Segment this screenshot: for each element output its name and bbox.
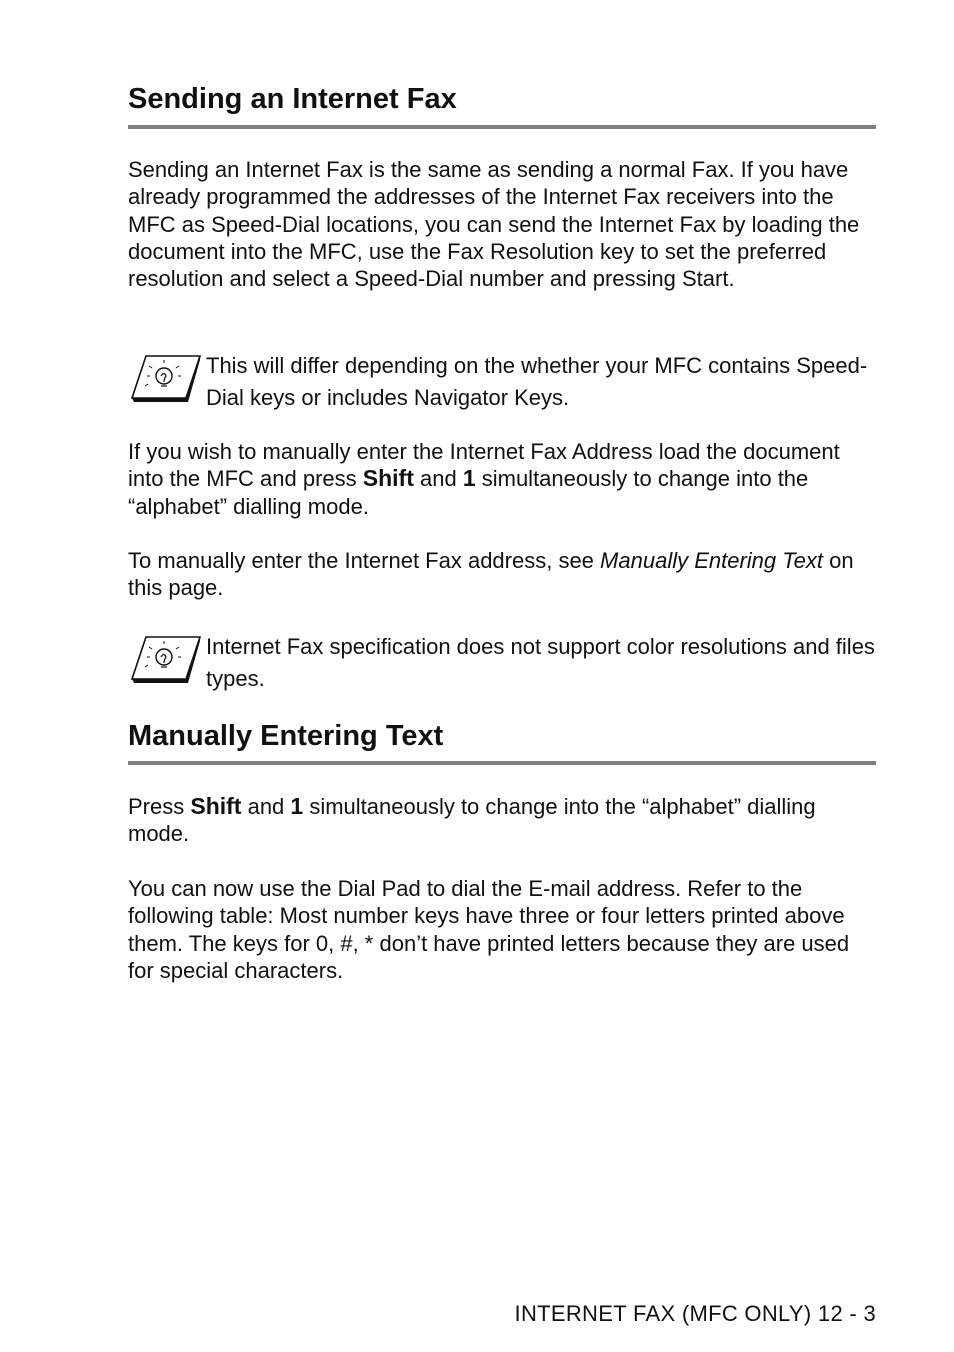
key-1: 1 xyxy=(462,465,476,492)
key-shift: Shift xyxy=(190,793,242,819)
key-shift: Shift xyxy=(362,465,414,492)
paragraph-dial-pad: You can now use the Dial Pad to dial the E-mail address. Refer to the following table: Most number keys have three or four letters printed above them. The keys for 0, #, * don’t have printed letters because they are used for special characters. xyxy=(128,876,850,983)
paragraph-press-shift xyxy=(128,793,876,848)
text-span: simultaneously to change into the “alphabet” dialling mode. xyxy=(128,794,816,847)
note-color-resolution xyxy=(128,631,876,697)
cross-reference-link[interactable]: Manually Entering Text xyxy=(600,548,824,573)
section-title-manually-entering-text: Manually Entering Text xyxy=(128,720,444,752)
text-span: on this page. xyxy=(128,548,854,601)
paragraph-see-reference xyxy=(128,547,876,602)
text-span: If you wish to manually enter the Internet Fax Address load the document into the MFC and press xyxy=(128,439,840,492)
note-lightbulb-icon xyxy=(128,635,202,685)
note-text-color-resolution: Internet Fax specification does not support color resolutions and files types. xyxy=(206,634,875,691)
text-span: simultaneously to change into the “alphabet” dialling mode. xyxy=(128,466,809,519)
note-speed-dial xyxy=(128,350,876,416)
key-1: 1 xyxy=(290,793,304,819)
note-text-speed-dial: This will differ depending on the whether your MFC contains Speed-Dial keys or includes Navigator Keys. xyxy=(206,353,868,410)
page-footer: INTERNET FAX (MFC ONLY) 12 - 3 xyxy=(514,1301,876,1326)
text-span: To manually enter the Internet Fax address, see xyxy=(128,548,601,573)
section-title-sending-internet-fax: Sending an Internet Fax xyxy=(128,83,457,115)
text-span: Press xyxy=(128,794,191,819)
text-span: and xyxy=(413,466,463,492)
note-lightbulb-icon xyxy=(128,354,202,404)
text-span: and xyxy=(241,794,291,819)
paragraph-intro: Sending an Internet Fax is the same as sending a normal Fax. If you have already programmed the addresses of the Internet Fax receivers into the MFC as Speed-Dial locations, you can send the Internet Fax by loading the document into the MFC, use the Fax Resolution key to set the preferred resolution and select a Speed-Dial number and pressing Start. xyxy=(128,157,860,292)
section-divider xyxy=(128,761,876,765)
section-divider xyxy=(128,125,876,129)
paragraph-manual-entry xyxy=(128,438,876,520)
